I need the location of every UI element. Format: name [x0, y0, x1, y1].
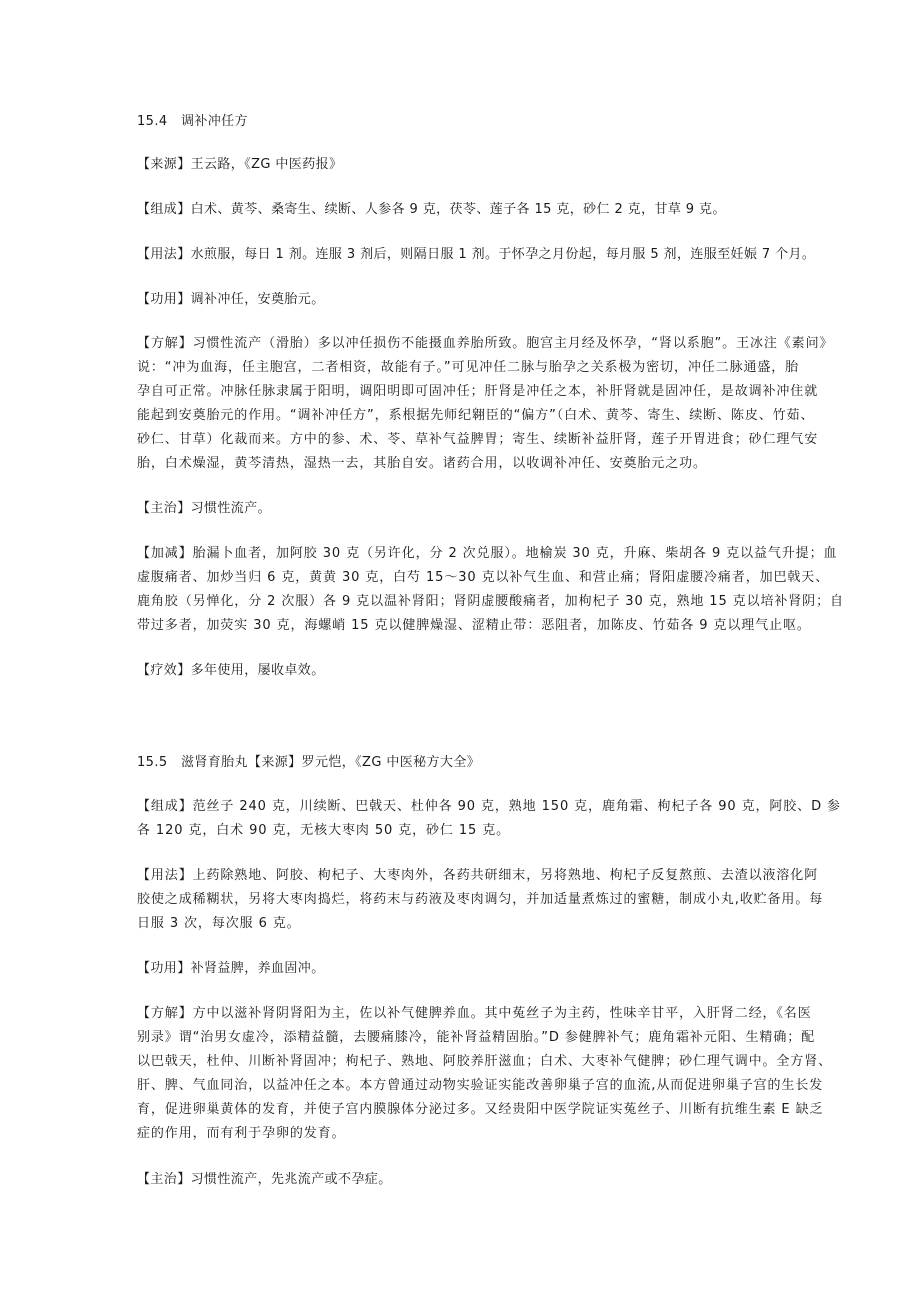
explanation-line: 别录》谓“治男女虚冷，添精益髓，去腰痛膝冷，能补肾益精固胎。”D 参健脾补气；鹿角霜补元阳、生精确；配 [137, 1030, 816, 1045]
section-heading: 15.5 滋肾育胎丸【来源】罗元恺，《ZG 中医秘方大全》 [137, 755, 481, 770]
usage-line: 【用法】上药除熟地、阿胶、枸杞子、大枣肉外，各药共研细末，另将熟地、枸杞子反复熬煎、去渣以液溶化阿 [137, 868, 819, 883]
modification-line: 虚腹痛者、加炒当归 6 克，黄黄 30 克，白芍 15～30 克以补气生血、和营止痛；肾阳虚腰冷痛者，加巴戟天、 [137, 570, 830, 585]
composition-line: 【组成】白术、黄芩、桑寄生、续断、人参各 9 克，茯苓、莲子各 15 克，砂仁 2 克，甘草 9 克。 [137, 202, 726, 217]
source-line: 【来源】王云路，《ZG 中医药报》 [137, 157, 343, 172]
indication-line: 【主治】习惯性流产。 [137, 501, 272, 516]
explanation-line: 胎，白术燥湿，黄芩清热，湿热一去，其胎自安。诸药合用，以收调补冲任、安奠胎元之功。 [137, 456, 707, 471]
explanation-line: 能起到安奠胎元的作用。“调补冲任方”，系根据先师纪翱臣的“偏方”（白术、黄芩、寄生、续断、陈皮、竹茹、 [137, 408, 815, 423]
function-line: 【功用】补肾益脾，养血固冲。 [137, 961, 325, 976]
explanation-line: 肝、脾、气血同治，以益冲任之本。本方曾通过动物实验证实能改善卵巢子宫的血流,从而促进卵巢子宫的生长发 [137, 1078, 824, 1093]
explanation-line: 以巴戟天，杜仲、川断补肾固冲；枸杞子、熟地、阿胶养肝滋血；白术、大枣补气健脾；砂仁理气调中。全方肾、 [137, 1054, 833, 1069]
composition-line: 各 120 克，白术 90 克，无核大枣肉 50 克，砂仁 15 克。 [137, 823, 510, 838]
modification-line: 【加减】胎漏卜血者，加阿胶 30 克（另许化，分 2 次兑服）。地榆炭 30 克，升麻、柴胡各 9 克以益气升提；血 [137, 546, 838, 561]
usage-line: 日服 3 次，每次服 6 克。 [137, 916, 301, 931]
explanation-line: 【方解】习惯性流产（滑胎）多以冲任损伤不能摄血养胎所致。胞宫主月经及怀孕，“肾以系胞”。王冰注《素问》 [137, 336, 834, 351]
usage-line: 【用法】水煎服，每日 1 剂。连服 3 剂后，则隔日服 1 剂。于怀孕之月份起，每月服 5 剂，连服至妊娠 7 个月。 [137, 247, 816, 262]
explanation-line: 砂仁、甘草）化裁而来。方中的参、术、苓、草补气益脾胃；寄生、续断补益肝肾，莲子开胃进食；砂仁理气安 [137, 432, 819, 447]
efficacy-line: 【疗效】多年使用，屡收卓效。 [137, 663, 325, 678]
modification-line: 带过多者，加荧实 30 克，海螺峭 15 克以健脾燥湿、涩精止带：恶阻者，加陈皮、竹茹各 9 克以理气止呕。 [137, 618, 811, 633]
composition-line: 【组成】范丝子 240 克，川续断、巴戟天、杜仲各 90 克，熟地 150 克，鹿角霜、枸杞子各 90 克，阿胶、D 参 [137, 799, 841, 814]
explanation-line: 育，促进卵巢黄体的发育，并使子宫内膜腺体分泌过多。又经贵阳中医学院证实菟丝子、川断有抗维生素 E 缺乏 [137, 1102, 824, 1117]
usage-line: 胶使之成稀糊状，另将大枣肉捣烂，将药末与药液及枣肉调匀，并加适量煮炼过的蜜糖，制成小丸,收贮备用。每 [137, 892, 824, 907]
modification-line: 鹿角胶（另惮化，分 2 次服）各 9 克以温补肾阳；肾阴虚腰酸痛者，加枸杞子 30 克，熟地 15 克以培补肾阴；自 [137, 594, 844, 609]
explanation-line: 孕自可正常。冲脉任脉隶属于阳明，调阳明即可固冲任；肝肾是冲任之本，补肝肾就是固冲任，是故调补冲住就 [137, 384, 819, 399]
explanation-line: 【方解】方中以滋补肾阴肾阳为主，佐以补气健脾养血。其中菟丝子为主药，性味辛甘平，入肝肾二经，《名医 [137, 1006, 812, 1021]
section-heading: 15.4 调补冲任方 [137, 114, 248, 129]
explanation-line: 症的作用，而有利于孕卵的发育。 [137, 1126, 346, 1141]
explanation-line: 说：“冲为血海，任主胞宫，二者相资，故能有子。”可见冲任二脉与胎孕之关系极为密切，冲任二脉通盛，胎 [137, 360, 800, 375]
function-line: 【功用】调补冲任，安奠胎元。 [137, 292, 325, 307]
indication-line: 【主治】习惯性流产，先兆流产或不孕症。 [137, 1172, 392, 1187]
